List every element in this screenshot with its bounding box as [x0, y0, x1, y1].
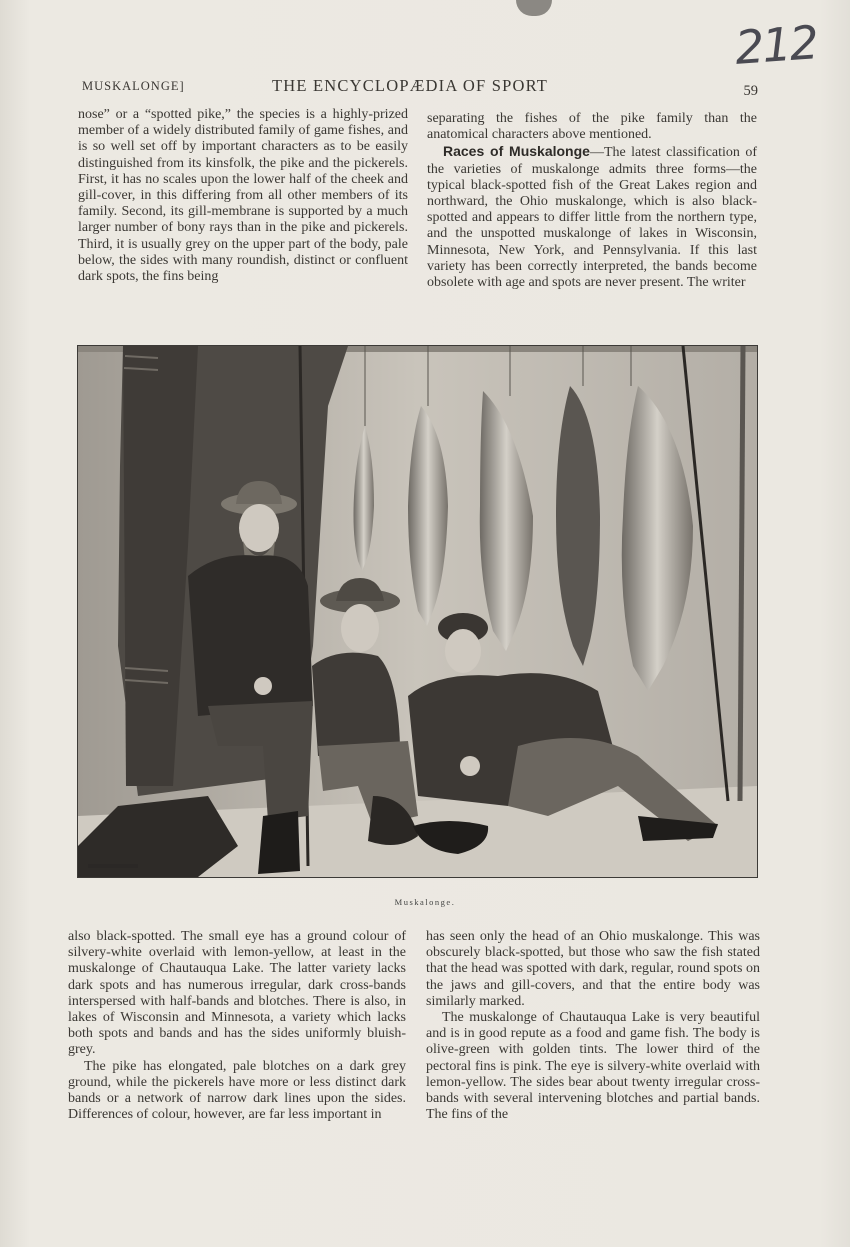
section-heading: Races of Muskalonge	[443, 143, 590, 160]
photograph	[77, 345, 758, 878]
running-head-title: THE ENCYCLOPÆDIA OF SPORT	[272, 76, 549, 95]
top-left-column	[78, 107, 408, 285]
paragraph: The muskalonge of Chautauqua Lake is very beautiful and is in good repute as a food and game fish. The body is olive-green with golden tints. The lower third of the pectoral fins is pink. The eye is silvery-white overlaid with lemon-yellow. The sides bear about twenty irregular cross-bands with several intervening blotches and partial bands. The fins of the	[426, 1010, 760, 1123]
figure-caption: Muskalonge.	[394, 897, 456, 907]
running-head-section: MUSKALONGE]	[82, 79, 185, 93]
handwritten-page-number: 212	[733, 15, 819, 75]
paragraph	[427, 143, 757, 291]
top-right-column	[427, 111, 757, 291]
paragraph: The pike has elongated, pale blotches on a dark grey ground, while the pickerels have more or less distinct dark bands or a network of narrow dark lines upon the sides. Differences of colour, however, are far less important in	[68, 1058, 406, 1123]
paragraph-text: —The latest classification of the varieties of muskalonge admits three forms—the typical black-spotted fish of the Great Lakes region and northward, the Ohio muskalonge, which is also black-spotted and appears to differ little from the northern type, and the unspotted muskalonge of lakes in Wisconsin, Minnesota, New York, and Pennsylvania. If this last variety has been correctly interpreted, the bands become obsolete with age and spots are never present. The writer	[427, 145, 757, 291]
paragraph: separating the fishes of the pike family than the anatomical characters above mentioned.	[427, 111, 757, 143]
paragraph: nose” or a “spotted pike,” the species is a highly-prized member of a widely distributed family of game fishes, and is so well set off by important characters as to be easily distinguished from its kinsfolk, the pike and the pickerels. First, it has no scales upon the lower half of the cheek and gill-cover, in this differing from all other members of its family. Second, its gill-membrane is supported by a much larger number of bony rays than in the pike and pickerels. Third, it is usually grey on the upper part of the body, pale below, the sides with many roundish, distinct or confluent dark spots, the fins being	[78, 107, 408, 285]
bottom-right-column	[426, 929, 760, 1123]
page-number: 59	[743, 83, 758, 99]
photo-illustration	[78, 346, 757, 877]
bottom-left-column	[68, 929, 406, 1123]
paragraph: also black-spotted. The small eye has a ground colour of silvery-white overlaid with lemon-yellow, at least in the muskalonge of Chautauqua Lake. The latter variety lacks dark spots and has numerous irregular, dark cross-bands interspersed with half-bands and blotches. There is also, in lakes of Wisconsin and Minnesota, a variety which lacks both spots and bands and has the sides uniformly bluish-grey.	[68, 929, 406, 1058]
paragraph: has seen only the head of an Ohio muskalonge. This was obscurely black-spotted, but those who saw the fish stated that the head was spotted with dark, regular, round spots on the jaws and gill-covers, and that the entire body was similarly marked.	[426, 929, 760, 1009]
page-hole	[516, 0, 552, 16]
running-head	[82, 76, 758, 100]
